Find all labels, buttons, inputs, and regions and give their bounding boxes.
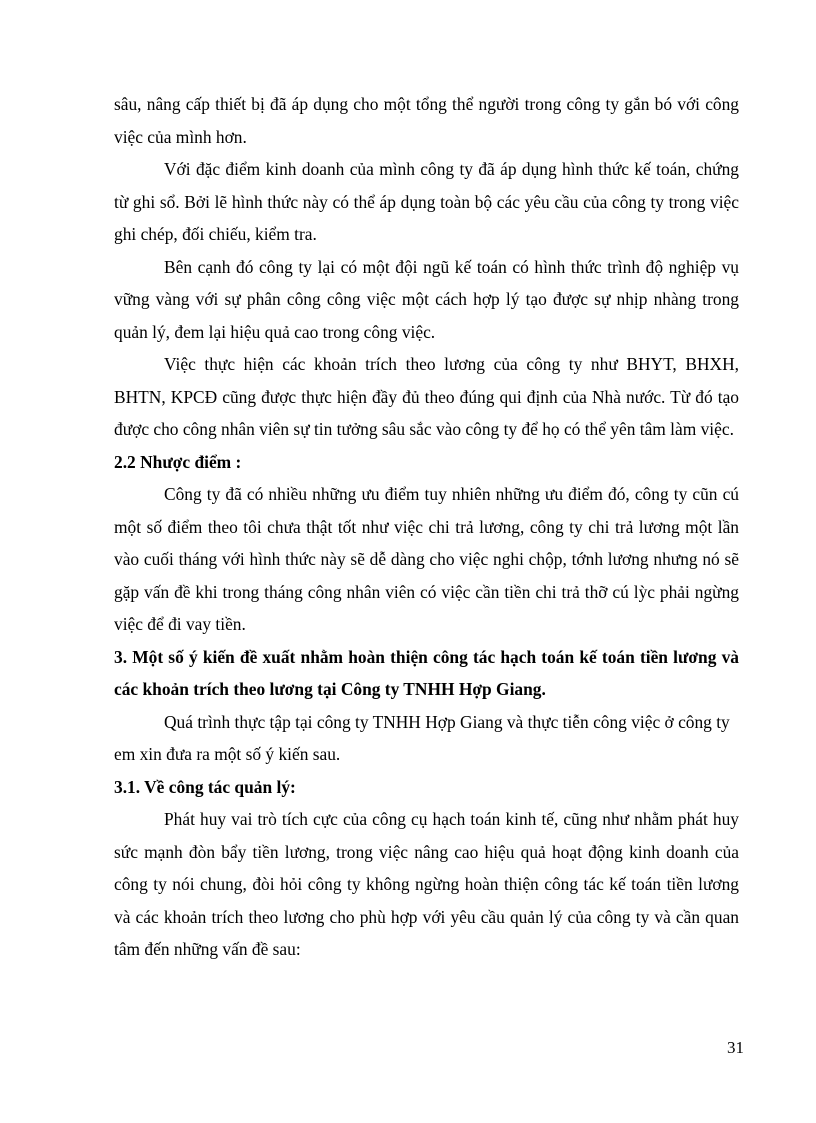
paragraph-accounting-form: Với đặc điểm kinh doanh của mình công ty đã áp dụng hình thức kế toán, chứng từ ghi sổ. Bởi lẽ hình thức này có thể áp dụng toàn bộ các yêu cầu của công ty trong việc ghi chép, đối chiếu, kiểm tra. <box>114 159 739 244</box>
paragraph-internship: Quá trình thực tập tại công ty TNHH Hợp Giang và thực tiễn công việc ở công ty em xin đưa ra một số ý kiến sau. <box>114 711 730 764</box>
heading-management: 3.1. Về công tác quản lý: <box>114 776 296 797</box>
page-number: 31 <box>727 1038 744 1057</box>
paragraph-accounting-team: Bên cạnh đó công ty lại có một đội ngũ kế toán có hình thức trình độ nghiệp vụ vững vàng với sự phân công công việc một cách hợp lý tạo được sự nhịp nhàng trong quản lý, đem lại hiệu quả cao trong công việc. <box>114 256 739 342</box>
paragraph-management: Phát huy vai trò tích cực của công cụ hạch toán kinh tế, cũng như nhằm phát huy sức mạnh đòn bẩy tiền lương, trong việc nâng cao hiệu quả hoạt động kinh doanh của công ty nói chung, đòi hỏi công ty không ngừng hoàn thiện công tác kế toán tiền lương và các khoản trích theo lương cho phù hợp với yêu cầu quản lý của công ty và cần quan tâm đến những vấn đề sau: <box>114 809 739 959</box>
heading-proposals: 3. Một số ý kiến đề xuất nhằm hoàn thiện công tác hạch toán kế toán tiền lương và các khoản trích theo lương tại Công ty TNHH Hợp Giang. <box>114 646 739 699</box>
heading-weaknesses: 2.2 Nhược điểm : <box>114 451 242 472</box>
paragraph-weaknesses: Công ty đã có nhiều những ưu điểm tuy nhiên những ưu điểm đó, công ty cũn cú một số điểm theo tôi chưa thật tốt như việc chi trả lương, công ty chi trả lương một lần vào cuối tháng với hình thức này sẽ dễ dàng cho việc nghi chộp, tớnh lương nhưng nó sẽ gặp vấn đề khi trong tháng công nhân viên có việc cần tiền chi trả thỡ cú lỳc phải ngừng việc để đi vay tiền. <box>114 484 739 634</box>
paragraph-continuation: sâu, nâng cấp thiết bị đã áp dụng cho một tổng thể người trong công ty gắn bó với công việc của mình hơn. <box>114 94 739 147</box>
paragraph-insurance: Việc thực hiện các khoản trích theo lương của công ty như BHYT, BHXH, BHTN, KPCĐ cũng được thực hiện đầy đủ theo đúng qui định của Nhà nước. Từ đó tạo được cho công nhân viên sự tin tưởng sâu sắc vào công ty để họ có thể yên tâm làm việc. <box>114 354 739 439</box>
page-body <box>114 88 739 966</box>
